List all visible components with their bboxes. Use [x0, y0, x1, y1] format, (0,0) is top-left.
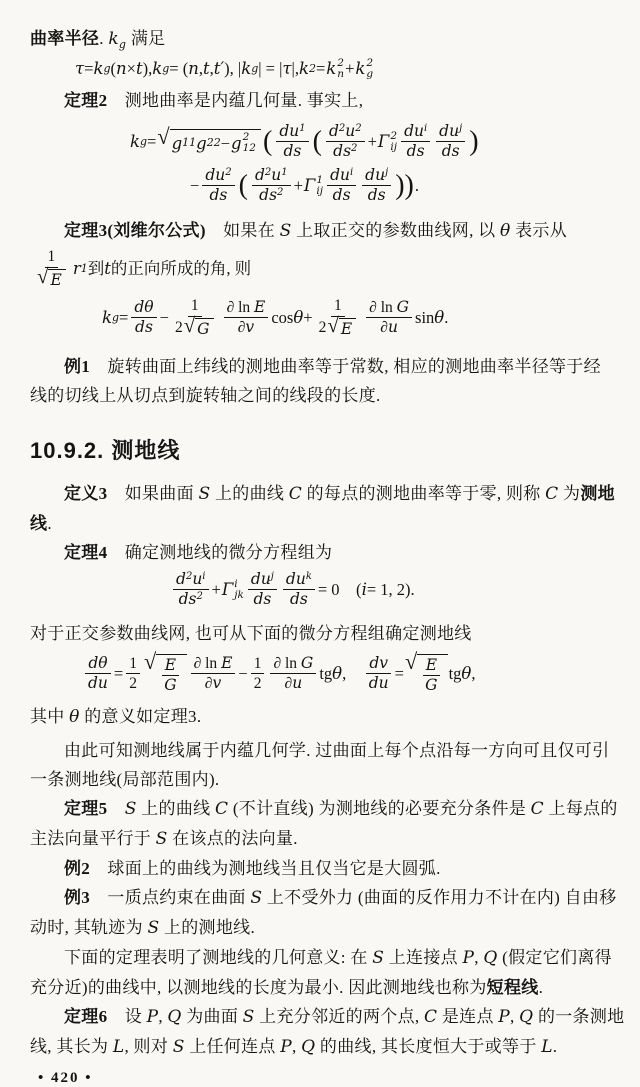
example-3-line-1: 例3 一质点约束在曲面 S 上不受外力 (曲面的反作用力不计在内) 自由移	[64, 888, 617, 909]
formula-tau-kg: τ = k g ( n × t ), k g = ( n , t , t′ ), | k g | = | τ |, k 2 = k 2 n + k 2 g	[75, 57, 374, 81]
geometric-meaning-line-2: 充分近)的曲线中, 以测地线的长度为最小. 因此测地线也称为短程线.	[30, 978, 544, 998]
theorem-2-line: 定理2 测地曲率是内蕴几何量. 事实上,	[64, 91, 364, 111]
formula-geodesic-ode: $\frac{d^2u^i}{ds^2}$ + Γ i jk $\frac{du^j}{ds}$ $\frac{du^k}{ds}$ = 0 ( i = 1, 2).	[30, 571, 612, 609]
theorem-5-line-2: 主法向量平行于 S 在该点的法向量.	[30, 829, 298, 850]
example-1-line-1: 例1 旋转曲面上纬线的测地曲率等于常数, 相应的测地曲率半径等于经	[64, 356, 601, 376]
formula-kg-intrinsic-line-1: k g = √ g 11 g 22 − g 2 12 ( $\frac{du^1}{ds}$ ( $\frac{d^2u^2}{ds^2}$ + Γ 2 ij $\frac{du^i}{ds}$ $\frac{du^j}{ds}$ )	[130, 122, 479, 161]
orthogonal-net-line: 对于正交参数曲线网, 也可从下面的微分方程组确定测地线	[30, 623, 472, 643]
theorem-6-line-2: 线, 其长为 L, 则对 S 上任何连点 P, Q 的曲线, 其长度恒大于或等于 L.	[30, 1037, 558, 1058]
formula-liouville: k g = $\frac{d\theta}{ds}$ − 1 2 √ G $\frac{\text{∂ ln E}}{\partial v}$ cos θ + 1 2 √ E $\frac{\text{∂ ln G}}{\partial u}$ sin θ .	[102, 297, 449, 338]
theorem-4-line: 定理4 确定测地线的微分方程组为	[64, 542, 333, 562]
example-2-line: 例2 球面上的曲线为测地线当且仅当它是大圆弧.	[64, 859, 441, 879]
example-1-line-2: 线的切线上从切点到旋转轴之间的线段的长度.	[30, 385, 381, 405]
theorem-6-line-1: 定理6 设 P, Q 为曲面 S 上充分邻近的两个点, C 是连点 P, Q 的一条测地	[64, 1007, 625, 1028]
definition-3-line-1: 定义3 如果曲面 S 上的曲线 C 的每点的测地曲率等于零, 则称 C 为测地	[64, 483, 615, 504]
theta-meaning-line: 其中 θ 的意义如定理3.	[30, 707, 202, 728]
theorem-3-line-2: 1 √ E r 1 到 t 的正向所成的角, 则	[37, 248, 252, 289]
example-3-line-2: 动时, 其轨迹为 S 上的测地线.	[30, 918, 256, 939]
formula-kg-intrinsic-line-2: − $\frac{du^2}{ds}$ ( $\frac{d^2u^1}{ds^2}$ + Γ 1 ij $\frac{du^i}{ds}$ $\frac{du^j}{ds}$ )) .	[190, 165, 419, 205]
page-number: • 420 •	[38, 1070, 93, 1087]
intrinsic-note-line-1: 由此可知测地线属于内蕴几何学. 过曲面上每个点沿每一方向可且仅可引	[64, 741, 610, 761]
formula-orthogonal-ode: $\frac{d\theta}{du}$ = $\frac{1}{2}$ √ $\frac{E}{G}$ $\frac{\text{∂ ln E}}{\partial v}$ − $\frac{1}{2}$ $\frac{\text{∂ ln G}}{\partial u}$ tg θ , $\frac{dv}{du}$ = √ $\frac{E}{G}$ tg θ ,	[30, 654, 612, 695]
geometric-meaning-line-1: 下面的定理表明了测地线的几何意义: 在 S 上连接点 P, Q (假定它们离得	[64, 948, 612, 969]
section-heading: 10.9.2. 测地线	[30, 437, 181, 463]
theorem-3-line-1: 定理3(刘维尔公式) 如果在 S 上取正交的参数曲线网, 以 θ 表示从	[64, 221, 568, 242]
intrinsic-note-line-2: 一条测地线(局部范围内).	[30, 770, 220, 790]
curvature-radius-line: 曲率半径. $k_g$ 满足	[30, 29, 166, 51]
theorem-5-line-1: 定理5 S 上的曲线 C (不计直线) 为测地线的必要充分条件是 C 上每点的	[64, 799, 618, 820]
definition-3-line-2: 线.	[30, 513, 52, 533]
